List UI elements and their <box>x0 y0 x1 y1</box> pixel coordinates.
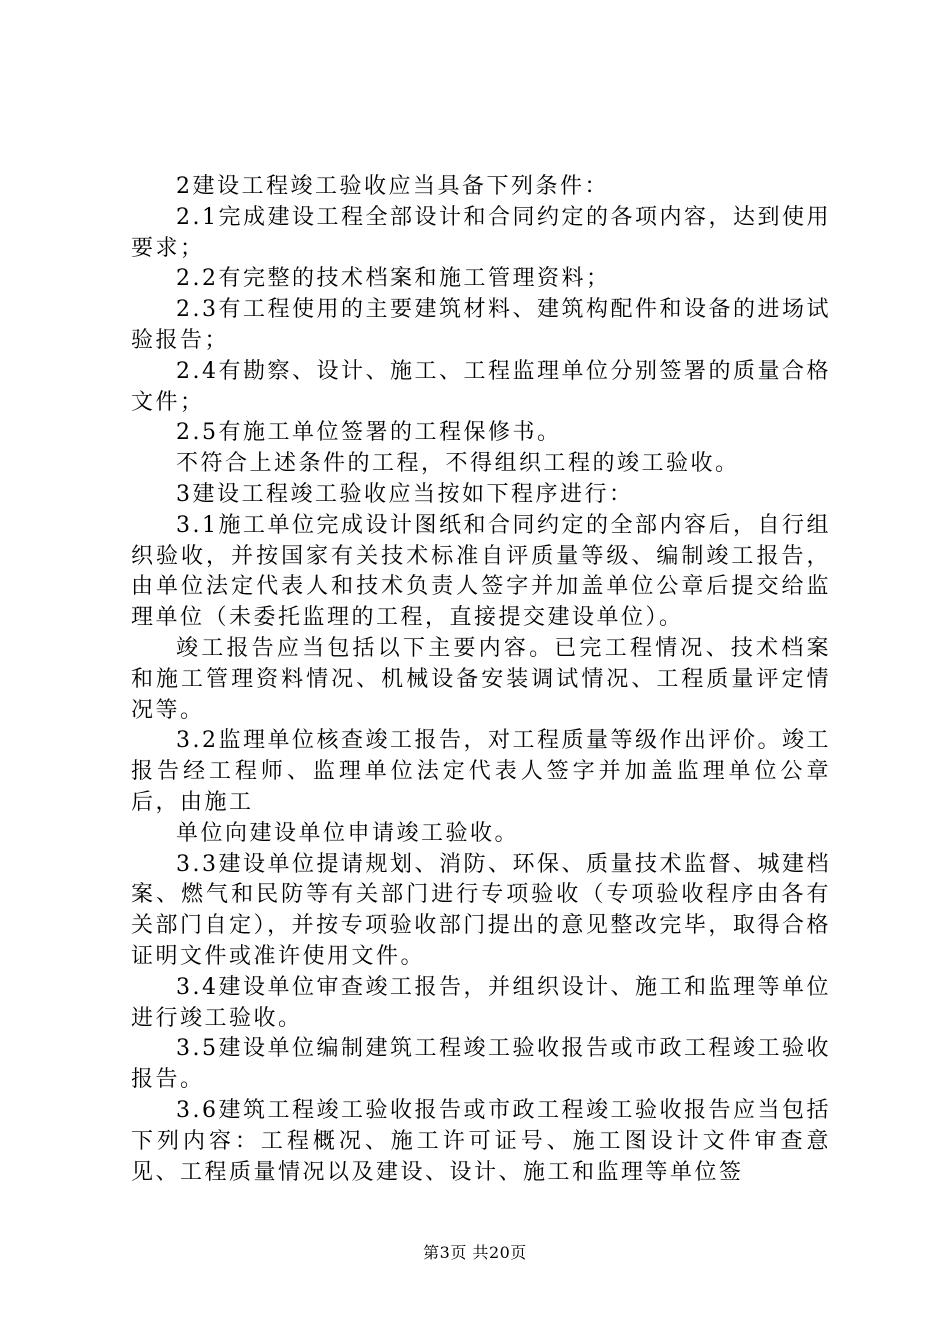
paragraph-condition-2-1: 2.1完成建设工程全部设计和合同约定的各项内容，达到使用要求； <box>131 204 831 261</box>
paragraph-condition-heading: 2建设工程竣工验收应当具备下列条件： <box>176 174 609 199</box>
paragraph-condition-2-5: 2.5有施工单位签署的工程保修书。 <box>176 420 562 446</box>
paragraph-condition-2-3: 2.3有工程使用的主要建筑材料、建筑构配件和设备的进场试验报告； <box>131 297 831 353</box>
page-number-footer: 第3页 共20页 <box>423 1243 527 1262</box>
paragraph-procedure-3-1: 3.1施工单位完成设计图纸和合同约定的全部内容后，自行组织验收，并按国家有关技术标准自评质量等级、编制竣工报告，由单位法定代表人和技术负责人签字并加盖单位公章后提交给监理单位（未委托监理的工程，直接提交建设单位）。 <box>131 512 831 631</box>
paragraph-procedure-3-6: 3.6建筑工程竣工验收报告或市政工程竣工验收报告应当包括下列内容：工程概况、施工许可证号、施工图设计文件审查意见、工程质量情况以及建设、设计、施工和监理等单位签 <box>131 1097 831 1185</box>
paragraph-procedure-3-5: 3.5建设单位编制建筑工程竣工验收报告或市政工程竣工验收报告。 <box>131 1036 831 1093</box>
paragraph-procedure-heading: 3建设工程竣工验收应当按如下程序进行： <box>176 481 634 507</box>
paragraph-procedure-3-2-cont: 单位向建设单位申请竣工验收。 <box>176 820 520 846</box>
paragraph-procedure-3-2: 3.2监理单位核查竣工报告，对工程质量等级作出评价。竣工报告经工程师、监理单位法定代表人签字并加盖监理单位公章后，由施工 <box>131 728 831 815</box>
document-body <box>131 172 831 1188</box>
paragraph-condition-note: 不符合上述条件的工程，不得组织工程的竣工验收。 <box>176 451 740 477</box>
paragraph-procedure-3-4: 3.4建设单位审查竣工报告，并组织设计、施工和监理等单位进行竣工验收。 <box>131 974 831 1031</box>
paragraph-condition-2-4: 2.4有勘察、设计、施工、工程监理单位分别签署的质量合格文件； <box>131 358 831 415</box>
paragraph-procedure-3-3: 3.3建设单位提请规划、消防、环保、质量技术监督、城建档案、燃气和民防等有关部门进行专项验收（专项验收程序由各有关部门自定），并按专项验收部门提出的意见整改完毕，取得合格证明文件或准许使用文件。 <box>131 851 831 969</box>
paragraph-condition-2-2: 2.2有完整的技术档案和施工管理资料； <box>176 266 611 292</box>
paragraph-report-contents: 竣工报告应当包括以下主要内容。已完工程情况、技术档案和施工管理资料情况、机械设备安装调试情况、工程质量评定情况等。 <box>131 635 831 723</box>
